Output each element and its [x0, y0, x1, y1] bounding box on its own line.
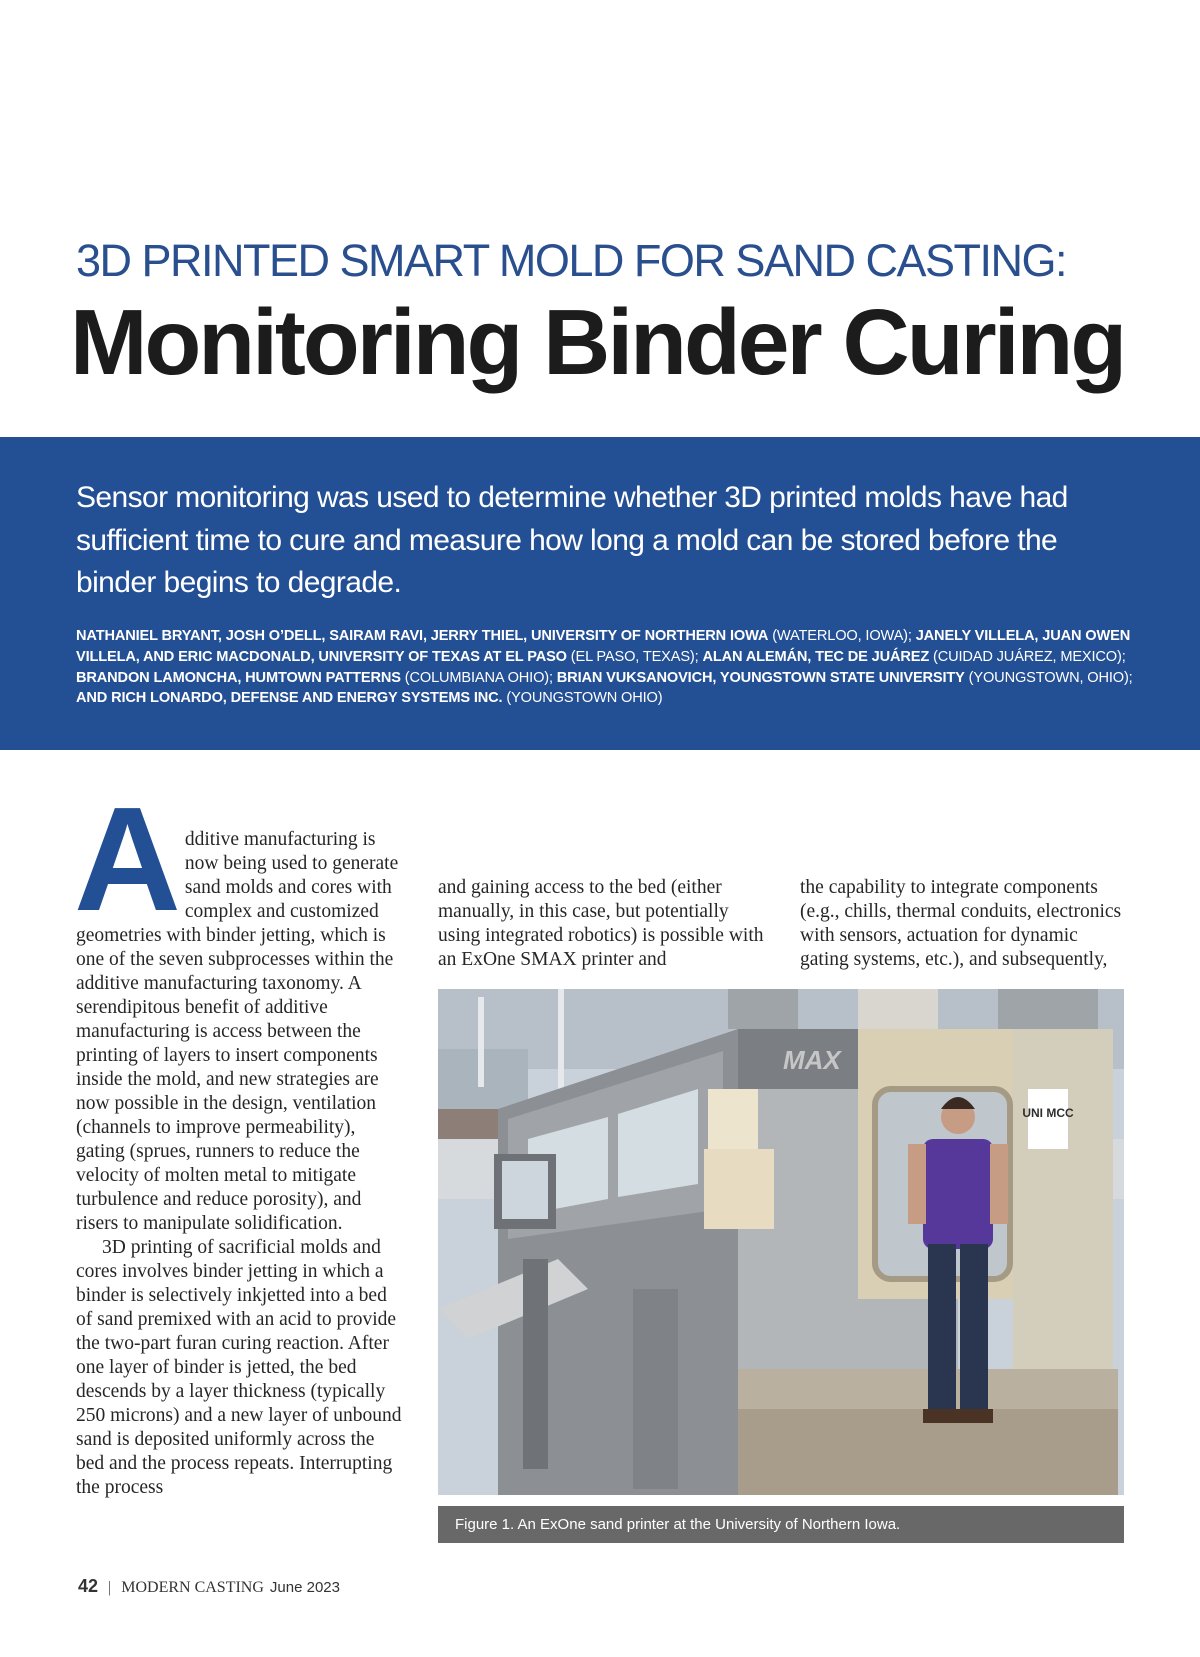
byline-location: (WATERLOO, IOWA);: [768, 628, 916, 644]
author-byline: [76, 626, 1136, 709]
drop-cap: A: [74, 777, 181, 942]
article-title: Monitoring Binder Curing: [70, 290, 1125, 394]
byline-authors: ALAN ALEMÁN, TEC DE JUÁREZ: [702, 648, 930, 665]
body-paragraph: the capability to integrate components (e.g., chills, thermal conduits, electronics with sensors, actuation for dynamic gating systems, etc.), and subsequently,: [800, 877, 1122, 970]
byline-authors: AND RICH LONARDO, DEFENSE AND ENERGY SYSTEMS INC.: [76, 690, 503, 707]
byline-location: (EL PASO, TEXAS);: [566, 648, 703, 665]
paragraph-text: dditive manufacturing is now being used to generate sand molds and cores with complex and customized geometries with binder jetting, which is one of the seven subprocesses within the additive manufacturing taxonomy. A serendipitous benefit of additive manufacturing is access between the printing of layers to insert components inside the mold, and new strategies are now possible in the design, ventilation (channels to improve permeability), gating (sprues, runners to reduce the velocity of molten metal to mitigate turbulence and reduce porosity), and risers to manipulate solidification.: [76, 829, 399, 1234]
footer-divider: |: [108, 1579, 112, 1596]
page-number: 42: [78, 1576, 99, 1596]
byline-location: (YOUNGSTOWN, OHIO);: [964, 669, 1133, 686]
article-kicker: 3D PRINTED SMART MOLD FOR SAND CASTING:: [76, 235, 1066, 286]
byline-authors: NATHANIEL BRYANT, JOSH O’DELL, SAIRAM RAVI, JERRY THIEL, UNIVERSITY OF NORTHERN IOWA: [76, 628, 769, 644]
body-column-3: [800, 876, 1130, 972]
article-deck: Sensor monitoring was used to determine whether 3D printed molds have had sufficient time to cure and measure how long a mold can be stored before the binder begins to degrade.: [76, 481, 1068, 599]
issue-date: June 2023: [269, 1579, 340, 1596]
body-paragraph: [74, 777, 406, 1236]
sign-text: UNI MCC: [1022, 1106, 1074, 1120]
body-column-1: [74, 777, 406, 1500]
page-footer: [78, 1576, 340, 1597]
byline-authors: BRIAN VUKSANOVICH, YOUNGSTOWN STATE UNIVERSITY: [556, 669, 965, 686]
byline-location: (CUIDAD JUÁREZ, MEXICO);: [929, 648, 1126, 665]
body-paragraph: 3D printing of sacrificial molds and cores involves binder jetting in which a binder is selectively inkjetted into a bed of sand premixed with an acid to provide the two-part furan curing reaction. After one layer of binder is jetted, the bed descends by a layer thickness (typically 250 microns) and a new layer of unbound sand is deposited uniformly across the bed and the process repeats. Interrupting the process: [76, 1237, 402, 1498]
sand-printer-photo: [438, 989, 1124, 1495]
publication-name: MODERN CASTING: [121, 1579, 264, 1596]
figure-caption: Figure 1. An ExOne sand printer at the University of Northern Iowa.: [438, 1506, 1124, 1543]
byline-location: (YOUNGSTOWN OHIO): [502, 690, 663, 707]
machine-label: MAX: [783, 1045, 841, 1075]
byline-authors: BRANDON LAMONCHA, HUMTOWN PATTERNS: [76, 669, 401, 686]
body-paragraph: and gaining access to the bed (either manually, in this case, but potentially using integrated robotics) is possible with an ExOne SMAX printer and: [438, 877, 764, 970]
byline-location: (COLUMBIANA OHIO);: [400, 669, 557, 686]
byline-authors: JANELY VILLELA, JUAN OWEN VILLELA, AND ERIC MACDONALD, UNIVERSITY OF TEXAS AT EL PASO: [76, 628, 1131, 665]
body-column-2: [438, 876, 768, 972]
figure-photo: [438, 989, 1124, 1495]
